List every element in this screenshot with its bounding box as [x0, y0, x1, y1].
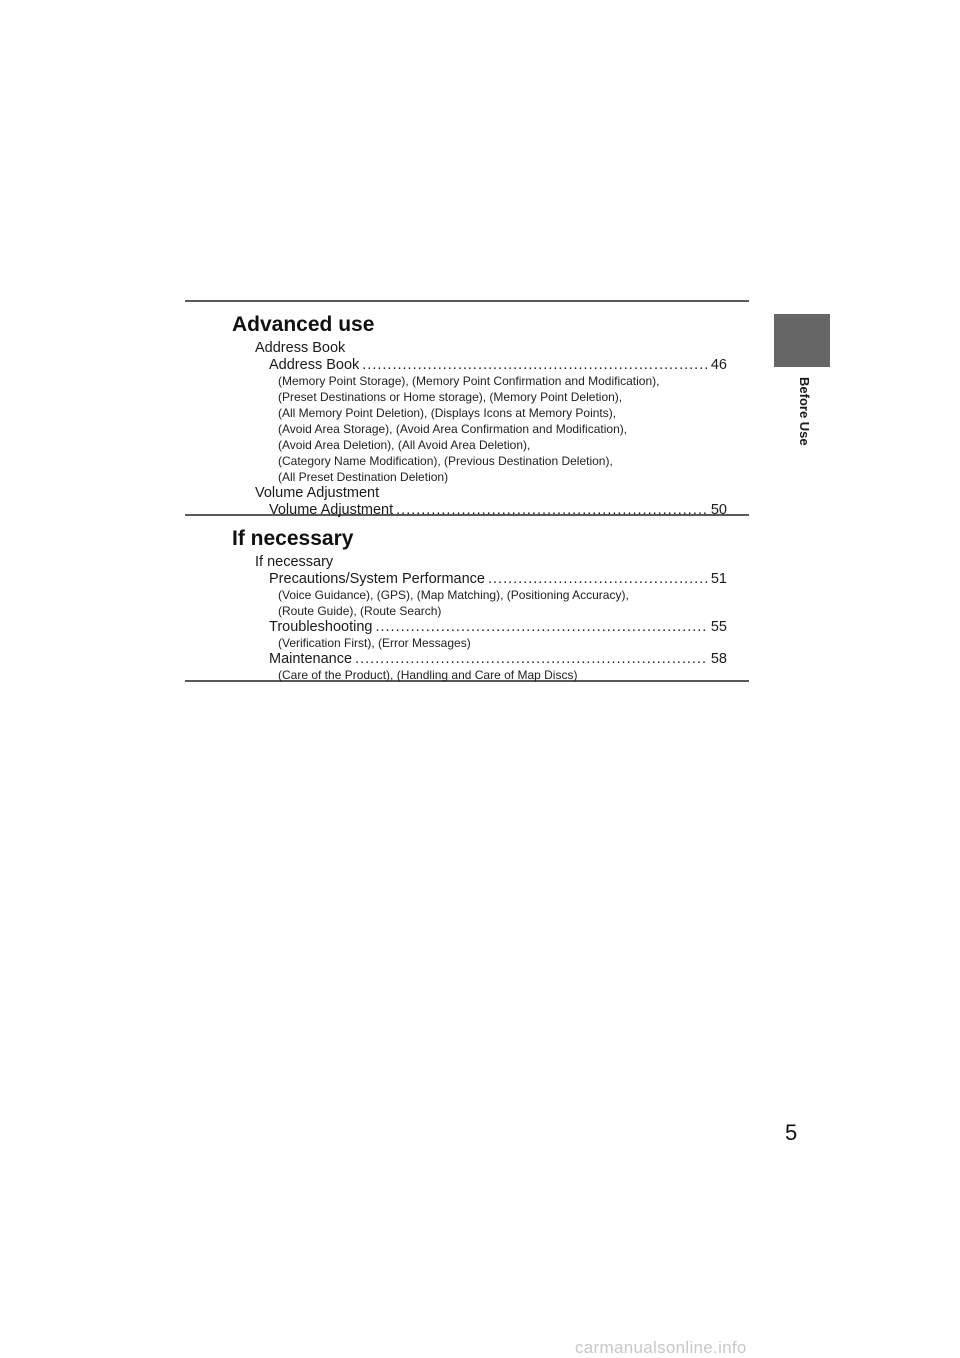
- entry-subtopics: [232, 667, 727, 683]
- subtopic-line: (All Memory Point Deletion), (Displays Icons at Memory Points),: [278, 406, 617, 420]
- toc-entry-address-book[interactable]: [232, 357, 727, 373]
- entry-subtopics: [232, 587, 727, 619]
- subtopic-line: (Memory Point Storage), (Memory Point Confirmation and Modification),: [278, 374, 660, 388]
- subtopic-line: (Preset Destinations or Home storage), (Memory Point Deletion),: [278, 390, 623, 404]
- subtopic-line: (Voice Guidance), (GPS), (Map Matching), (Positioning Accuracy),: [278, 588, 629, 602]
- subtopic-line: (Care of the Product), (Handling and Care of Map Discs): [278, 668, 578, 682]
- category-volume-adjustment: Volume Adjustment: [255, 485, 380, 501]
- toc-entry-troubleshooting[interactable]: [232, 619, 727, 635]
- dot-leader: [362, 357, 708, 373]
- category-address-book: Address Book: [255, 340, 346, 356]
- chapter-tab: [774, 314, 830, 367]
- subtopic-line: (Route Guide), (Route Search): [278, 604, 442, 618]
- entry-title: Maintenance: [269, 651, 353, 667]
- entry-page: 50: [710, 502, 727, 518]
- dot-leader: [355, 651, 708, 667]
- entry-title: Volume Adjustment: [269, 502, 394, 518]
- entry-page: 46: [710, 357, 727, 373]
- dot-leader: [375, 619, 707, 635]
- watermark: carmanualsonline.info: [575, 1338, 747, 1357]
- entry-title: Troubleshooting: [269, 619, 373, 635]
- subtopic-line: (Category Name Modification), (Previous Destination Deletion),: [278, 454, 613, 468]
- toc-entry-maintenance[interactable]: [232, 651, 727, 667]
- entry-title: Precautions/System Performance: [269, 571, 485, 587]
- entry-page: 51: [710, 571, 727, 587]
- section-advanced-use: [232, 312, 727, 518]
- entry-subtopics: [232, 635, 727, 651]
- subtopic-line: (Avoid Area Deletion), (All Avoid Area Deletion),: [278, 438, 531, 452]
- dot-leader: [396, 502, 708, 518]
- page-number: 5: [785, 1120, 798, 1145]
- section-title: If necessary: [232, 527, 354, 550]
- entry-page: 58: [710, 651, 727, 667]
- section-title: Advanced use: [232, 313, 375, 336]
- subtopic-line: (Avoid Area Storage), (Avoid Area Confirmation and Modification),: [278, 422, 628, 436]
- top-divider: [185, 300, 749, 302]
- dot-leader: [488, 571, 708, 587]
- toc-entry-precautions[interactable]: [232, 571, 727, 587]
- toc-entry-volume-adjustment[interactable]: [232, 502, 727, 518]
- entry-title: Address Book: [269, 357, 360, 373]
- section-if-necessary: [232, 526, 727, 683]
- chapter-label: Before Use: [797, 376, 812, 446]
- entry-page: 55: [710, 619, 727, 635]
- category-if-necessary: If necessary: [255, 554, 334, 570]
- subtopic-line: (All Preset Destination Deletion): [278, 470, 449, 484]
- subtopic-line: (Verification First), (Error Messages): [278, 636, 471, 650]
- entry-subtopics: [232, 373, 727, 485]
